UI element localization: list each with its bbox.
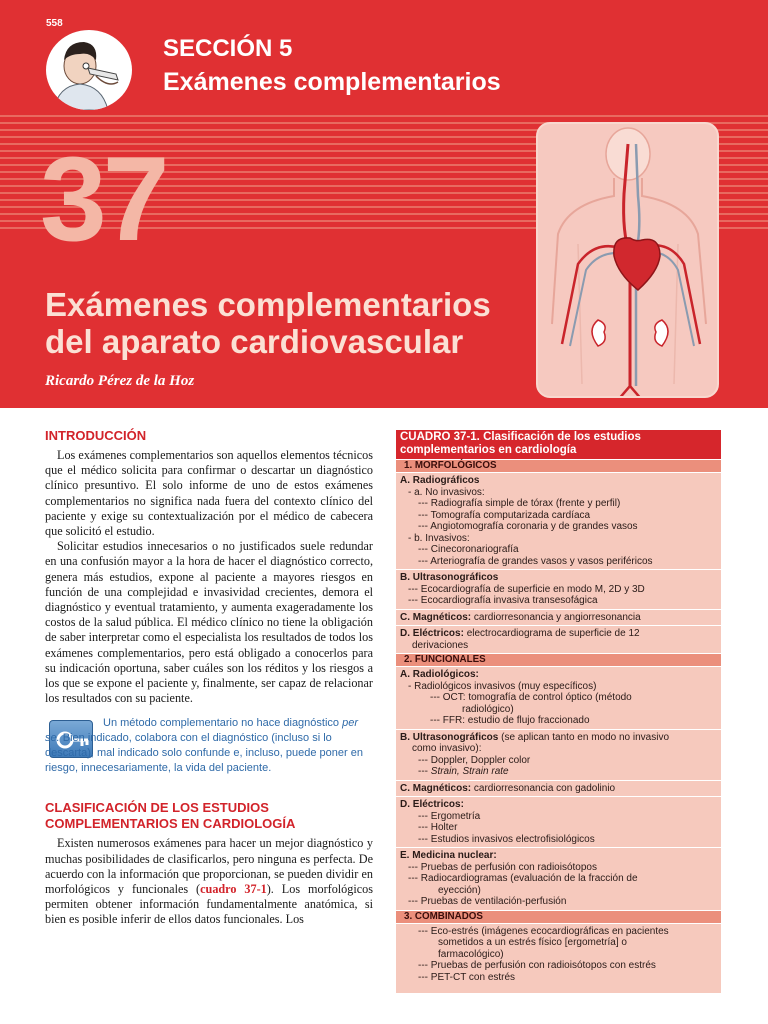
table-row: derivaciones: [412, 639, 469, 651]
table-row: --- Arteriografía de grandes vasos y vasos periféricos: [418, 555, 653, 567]
chapter-number: 37: [40, 132, 166, 266]
classification-paragraph: Existen numerosos exámenes para hacer un mejor diagnóstico y muchas posibilidades de clasificarlos, pero ninguna es perfecta. De acuerdo con la información que proporcionan, se pueden dividir en morfológicos y funcionales (cuadro 37-1). Los morfológicos permiten obtener información fundamentalmente anatómica, si bien es posible inferir de ellos datos funcionales. Los: [45, 836, 373, 927]
table-row: --- Tomografía computarizada cardíaca: [418, 509, 591, 521]
table-37-1: [396, 430, 721, 993]
table-row: --- Holter: [418, 822, 458, 833]
table-row: D. Eléctricos:: [400, 799, 464, 810]
table-row: --- OCT: tomografía de control óptico (método: [430, 692, 632, 703]
table-title: CUADRO 37-1. Clasificación de los estudios complementarios en cardiología: [396, 430, 721, 459]
chapter-title: [45, 286, 535, 360]
section-subtitle: Exámenes complementarios: [163, 68, 501, 96]
table-row: A. Radiológicos:: [400, 669, 479, 680]
table-row: sometidos a un estrés físico [ergometría] o: [438, 937, 627, 948]
table-row: C. Magnéticos: cardiorresonancia con gadolinio: [400, 782, 616, 794]
table-reference-link[interactable]: cuadro 37-1: [200, 882, 267, 897]
table-row: - Radiológicos invasivos (muy específicos): [408, 680, 597, 692]
table-row: como invasivo):: [412, 743, 482, 754]
table-row: --- Pruebas de perfusión con radioisótopos con estrés: [418, 960, 656, 971]
table-row: --- Strain, Strain rate: [418, 766, 509, 777]
page-number: 558: [46, 18, 63, 29]
table-row: E. Medicina nuclear:: [400, 850, 497, 861]
table-row: --- Ergometría: [418, 810, 481, 822]
table-row: farmacológico): [438, 948, 504, 960]
table-row: D. Eléctricos: electrocardiograma de superficie de 12: [400, 628, 640, 639]
table-row: --- Radiocardiogramas (evaluación de la fracción de: [408, 873, 638, 884]
table-row: --- FFR: estudio de flujo fraccionado: [430, 715, 590, 726]
classification-heading: CLASIFICACIÓN DE LOS ESTUDIOS COMPLEMENTARIOS EN CARDIOLOGÍA: [45, 800, 296, 832]
intro-paragraph: Solicitar estudios innecesarios o no justificados suele redundar en una confusión mayor a la hora de hacer el diagnóstico correcto, genera más estudios, expone al paciente a mayores riesgos en función de una complejidad e invasividad crecientes, demora el diagnóstico y eventual tratamiento, y aumenta exageradamente los costos de la salud pública. El médico clínico no tiene la obligación de saber interpretar como el especialista los resultados de todos los exámenes complementarios, pero está obligado a conocerlos para su indicación oportuna, saber cuáles son los réditos y los riesgos a los que se expone el paciente y, finalmente, ser capaz de relacionar los resultados con su paciente.: [45, 539, 373, 706]
classification-section: [45, 800, 373, 927]
chapter-banner: [0, 0, 768, 408]
intro-heading: INTRODUCCIÓN: [45, 428, 147, 443]
table-row: --- Pruebas de perfusión con radioisótopos: [408, 861, 597, 873]
section-title: SECCIÓN 5: [163, 35, 293, 62]
table-row: --- Angiotomografía coronaria y de grandes vasos: [418, 521, 638, 532]
table-section-morfologicos: 1. MORFOLÓGICOS: [396, 459, 721, 473]
table-row: C. Magnéticos: cardiorresonancia y angiorresonancia: [400, 611, 641, 623]
table-row: --- Cinecoronariografía: [418, 544, 519, 555]
table-row: radiológico): [462, 703, 514, 715]
table-row: - a. No invasivos:: [408, 486, 485, 498]
table-row: B. Ultrasonográficos (se aplican tanto en modo no invasivo: [400, 731, 670, 743]
key-note-text: Un método complementario no hace diagnóstico per se. Bien indicado, colabora con el diagnóstico (incluso si lo descarta), mal indicado solo confunde e, incluso, puede poner en riesgo, innecesariamente, la vida del paciente.: [45, 717, 363, 775]
table-row: --- Estudios invasivos electrofisiológicos: [418, 833, 595, 845]
left-column: [45, 428, 373, 928]
table-row: --- PET-CT con estrés: [418, 971, 516, 983]
classification-body: [45, 836, 373, 927]
table-row: A. Radiográficos: [400, 475, 480, 486]
table-row: --- Pruebas de ventilación-perfusión: [408, 896, 567, 907]
table-row: B. Ultrasonográficos: [400, 572, 499, 583]
intro-paragraph: Los exámenes complementarios son aquellos elementos técnicos que el médico solicita para confirmar o descartar un diagnóstico clínico presuntivo. El solo informe de uno de estos exámenes complementarios no significa nada fuera del contexto clínico del paciente y exige su contextualización por el médico de cabecera que solicitó el estudio.: [45, 448, 373, 539]
cardiovascular-illustration: [536, 122, 719, 398]
chapter-title-line: Exámenes complementarios: [45, 286, 491, 323]
table-section-funcionales: 2. FUNCIONALES: [396, 653, 721, 667]
intro-body: [45, 448, 373, 706]
author-name: Ricardo Pérez de la Hoz: [45, 373, 195, 389]
key-note: [45, 716, 373, 788]
doctor-logo-icon: [46, 30, 132, 110]
table-row: eyección): [438, 884, 481, 896]
table-section-combinados: 3. COMBINADOS: [396, 910, 721, 924]
table-row: --- Ecocardiografía invasiva transesofágica: [408, 595, 598, 606]
table-row: --- Radiografía simple de tórax (frente y perfil): [418, 498, 621, 509]
table-row: --- Ecocardiografía de superficie en modo M, 2D y 3D: [408, 583, 645, 595]
table-row: --- Doppler, Doppler color: [418, 754, 531, 766]
chapter-title-line: del aparato cardiovascular: [45, 323, 464, 360]
table-row: - b. Invasivos:: [408, 532, 470, 544]
table-row: --- Eco-estrés (imágenes ecocardiográficas en pacientes: [418, 925, 669, 937]
